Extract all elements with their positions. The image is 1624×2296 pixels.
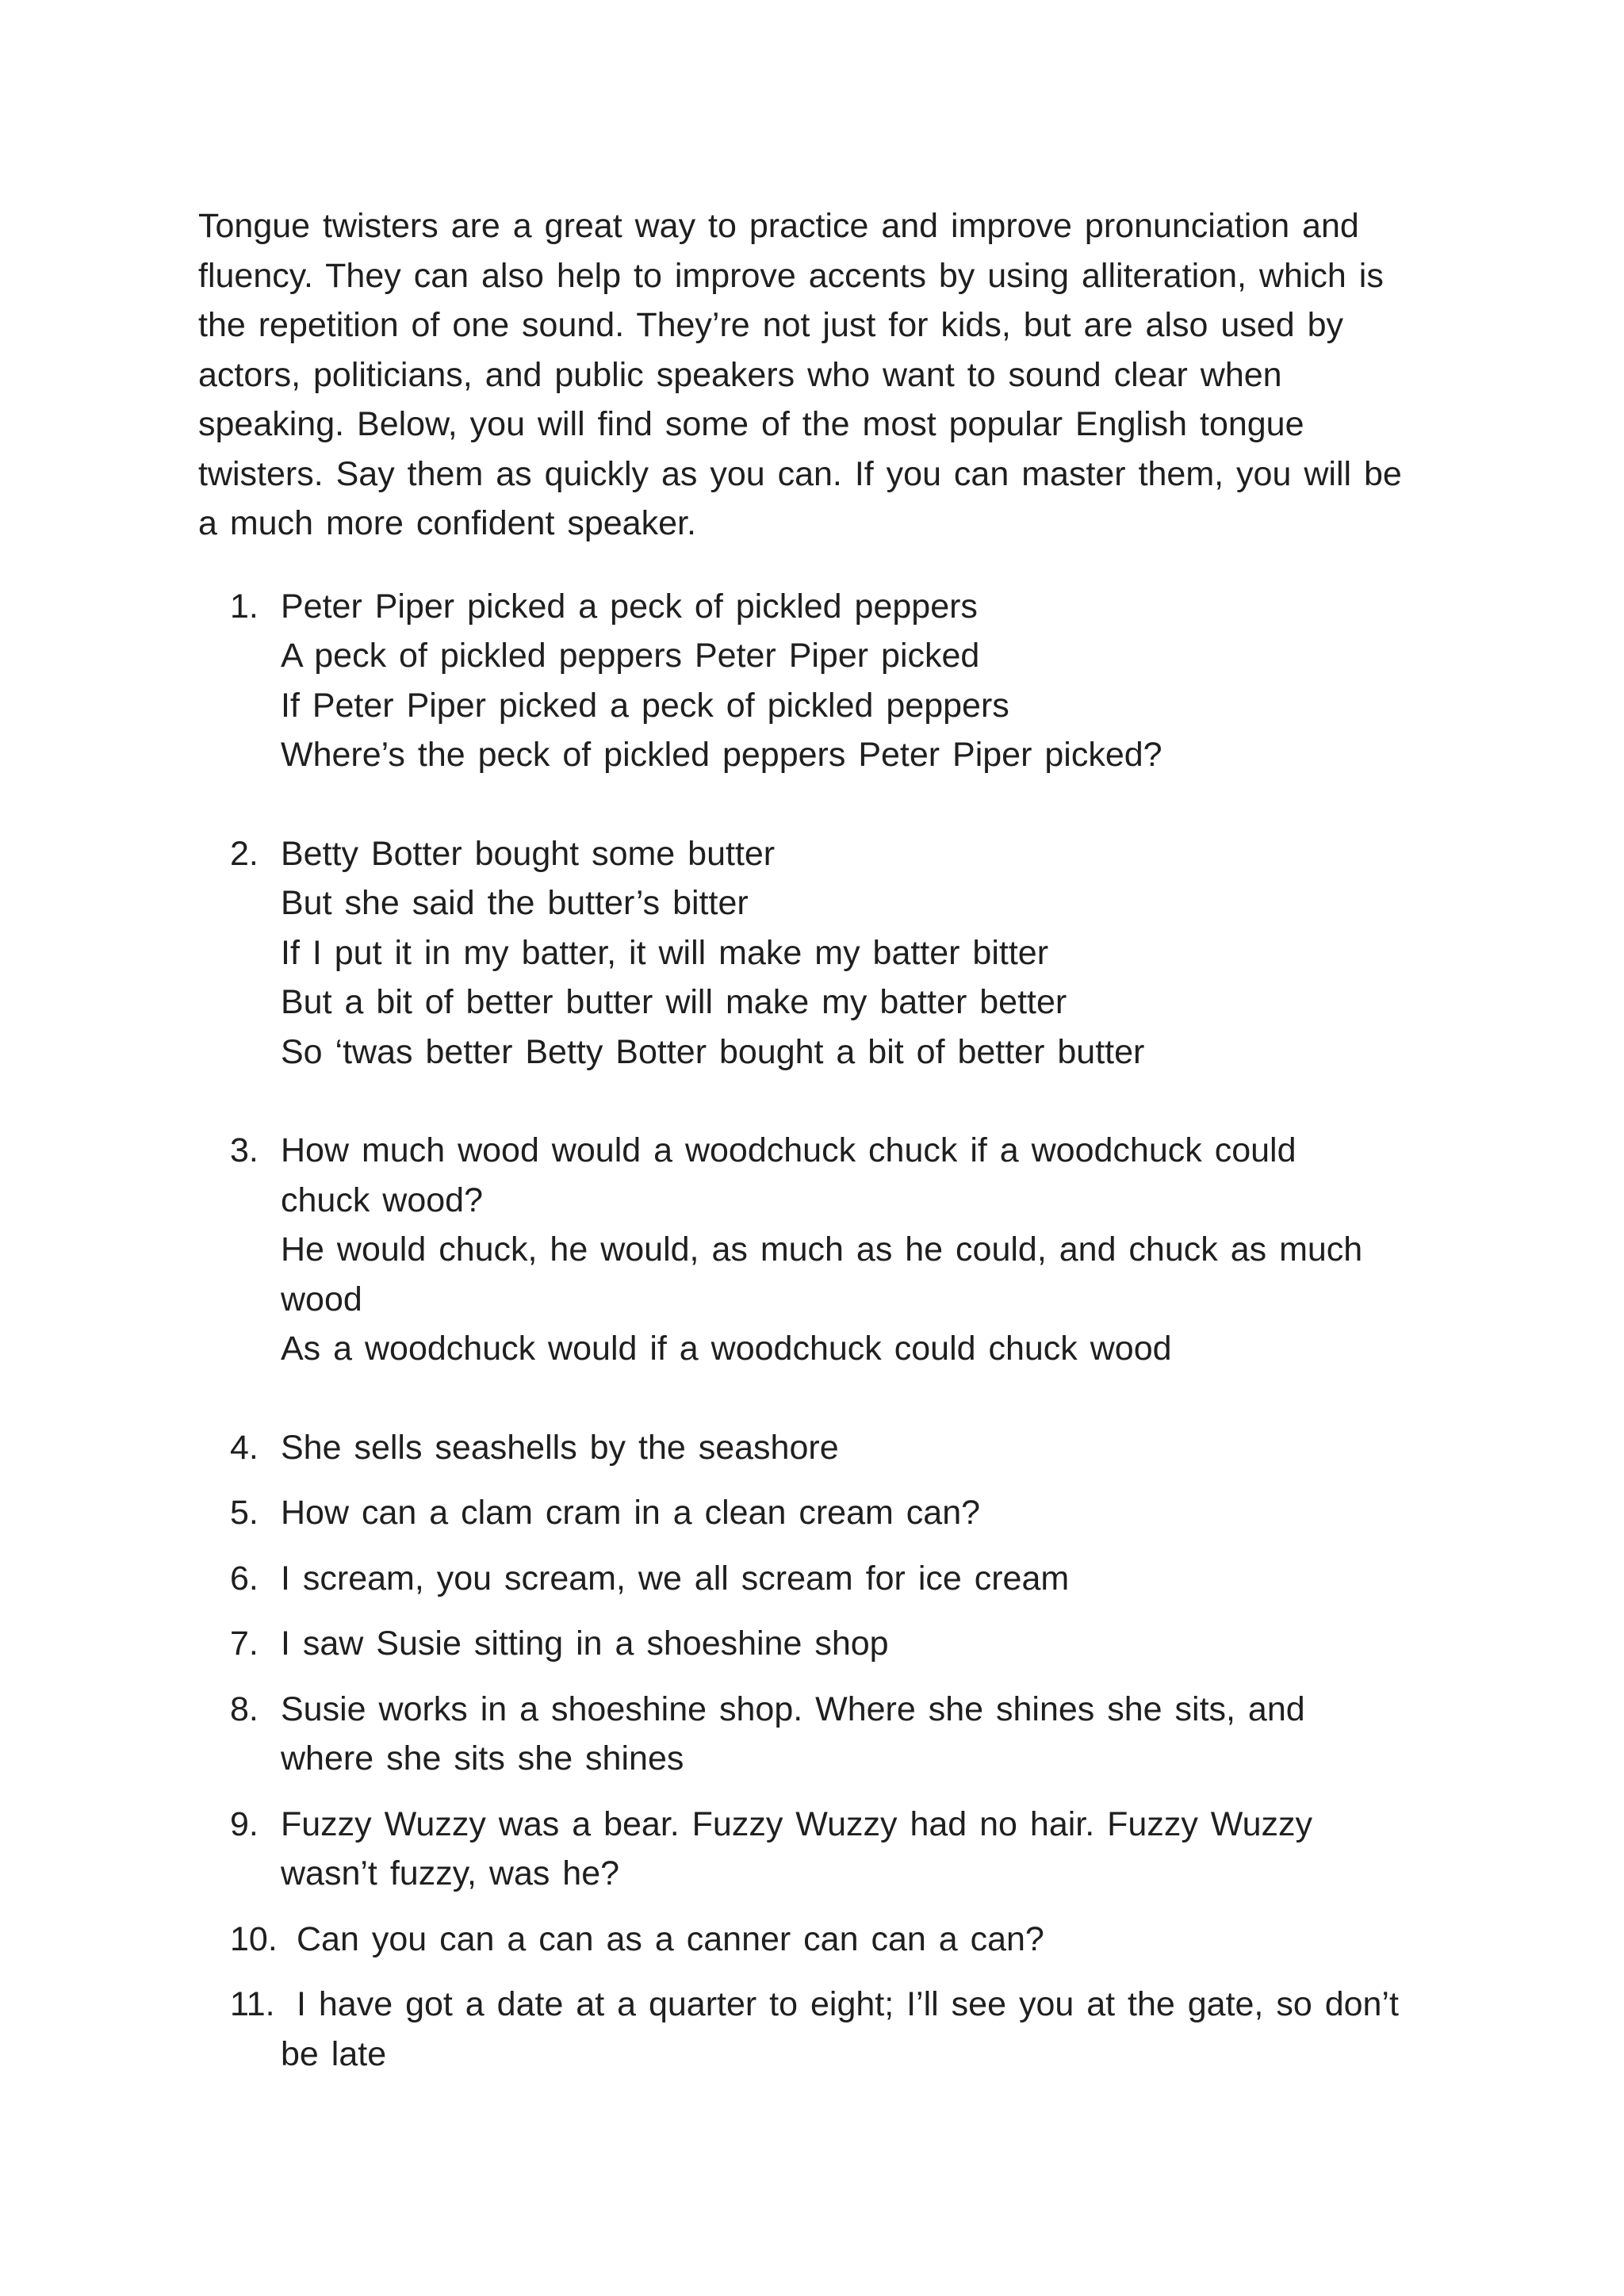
list-item-line: A peck of pickled peppers Peter Piper picked bbox=[281, 637, 980, 675]
list-item-line: wasn’t fuzzy, was he? bbox=[281, 1854, 620, 1892]
list-number: 9. bbox=[230, 1804, 259, 1843]
list-item-line: How can a clam cram in a clean cream can? bbox=[281, 1494, 981, 1532]
list-item-line: where she sits she shines bbox=[281, 1739, 684, 1777]
list-number: 1. bbox=[230, 587, 259, 626]
list-item-line: chuck wood? bbox=[281, 1181, 483, 1219]
list-item-line: Susie works in a shoeshine shop. Where she shines she sits, and bbox=[281, 1689, 1305, 1728]
list-item-line: Peter Piper picked a peck of pickled peppers bbox=[281, 587, 978, 626]
intro-line: speaking. Below, you will find some of the most popular English tongue bbox=[198, 405, 1304, 443]
list-item-line: Betty Botter bought some butter bbox=[281, 834, 776, 873]
intro-paragraph bbox=[198, 201, 1419, 549]
list-item-line: But she said the butter’s bitter bbox=[281, 884, 749, 922]
list-item-2 bbox=[198, 829, 1419, 1077]
list-item-line: If I put it in my batter, it will make my batter bitter bbox=[281, 933, 1049, 972]
tongue-twister-list bbox=[198, 582, 1419, 2080]
list-item-1 bbox=[198, 582, 1419, 780]
intro-line: a much more confident speaker. bbox=[198, 504, 696, 542]
intro-line: Tongue twisters are a great way to practice and improve pronunciation and bbox=[198, 207, 1359, 245]
list-number: 6. bbox=[230, 1559, 259, 1598]
intro-line: twisters. Say them as quickly as you can. If you can master them, you will be bbox=[198, 454, 1402, 493]
list-number: 11. bbox=[230, 1985, 275, 2023]
list-item-line: As a woodchuck would if a woodchuck could chuck wood bbox=[281, 1330, 1172, 1368]
list-item-4 bbox=[198, 1423, 1419, 1473]
list-item-line: I saw Susie sitting in a shoeshine shop bbox=[281, 1624, 889, 1663]
list-item-10 bbox=[198, 1915, 1419, 1965]
list-number: 2. bbox=[230, 834, 259, 873]
list-number: 5. bbox=[230, 1494, 259, 1532]
list-item-line: Where’s the peck of pickled peppers Peter Piper picked? bbox=[281, 736, 1162, 774]
list-item-line: be late bbox=[281, 2034, 387, 2073]
list-item-line: So ‘twas better Betty Botter bought a bit of better butter bbox=[281, 1032, 1145, 1071]
list-item-line: How much wood would a woodchuck chuck if a woodchuck could bbox=[281, 1131, 1297, 1169]
list-number: 7. bbox=[230, 1624, 259, 1663]
list-item-line: He would chuck, he would, as much as he could, and chuck as much bbox=[281, 1230, 1363, 1269]
list-item-3 bbox=[198, 1126, 1419, 1374]
list-item-line: She sells seashells by the seashore bbox=[281, 1428, 839, 1467]
list-number: 8. bbox=[230, 1689, 259, 1728]
list-item-5 bbox=[198, 1488, 1419, 1538]
list-item-line: Can you can a can as a canner can can a can? bbox=[297, 1919, 1044, 1958]
list-item-line: I scream, you scream, we all scream for ice cream bbox=[281, 1559, 1070, 1598]
list-item-9 bbox=[198, 1800, 1419, 1899]
list-item-6 bbox=[198, 1554, 1419, 1604]
list-item-line: Fuzzy Wuzzy was a bear. Fuzzy Wuzzy had no hair. Fuzzy Wuzzy bbox=[281, 1804, 1312, 1843]
list-item-8 bbox=[198, 1685, 1419, 1784]
list-item-line: If Peter Piper picked a peck of pickled peppers bbox=[281, 686, 1009, 725]
list-item-line: But a bit of better butter will make my batter better bbox=[281, 983, 1067, 1021]
list-item-line: I have got a date at a quarter to eight; I’ll see you at the gate, so don’t bbox=[297, 1985, 1399, 2023]
list-item-11 bbox=[198, 1980, 1419, 2079]
list-number: 4. bbox=[230, 1428, 259, 1467]
list-item-7 bbox=[198, 1619, 1419, 1669]
list-number: 10. bbox=[230, 1919, 278, 1958]
intro-line: fluency. They can also help to improve accents by using alliteration, which is bbox=[198, 256, 1384, 295]
intro-line: the repetition of one sound. They’re not just for kids, but are also used by bbox=[198, 306, 1343, 344]
list-number: 3. bbox=[230, 1131, 259, 1169]
list-item-line: wood bbox=[281, 1280, 362, 1318]
document-page bbox=[198, 201, 1419, 2079]
intro-line: actors, politicians, and public speakers who want to sound clear when bbox=[198, 355, 1282, 394]
